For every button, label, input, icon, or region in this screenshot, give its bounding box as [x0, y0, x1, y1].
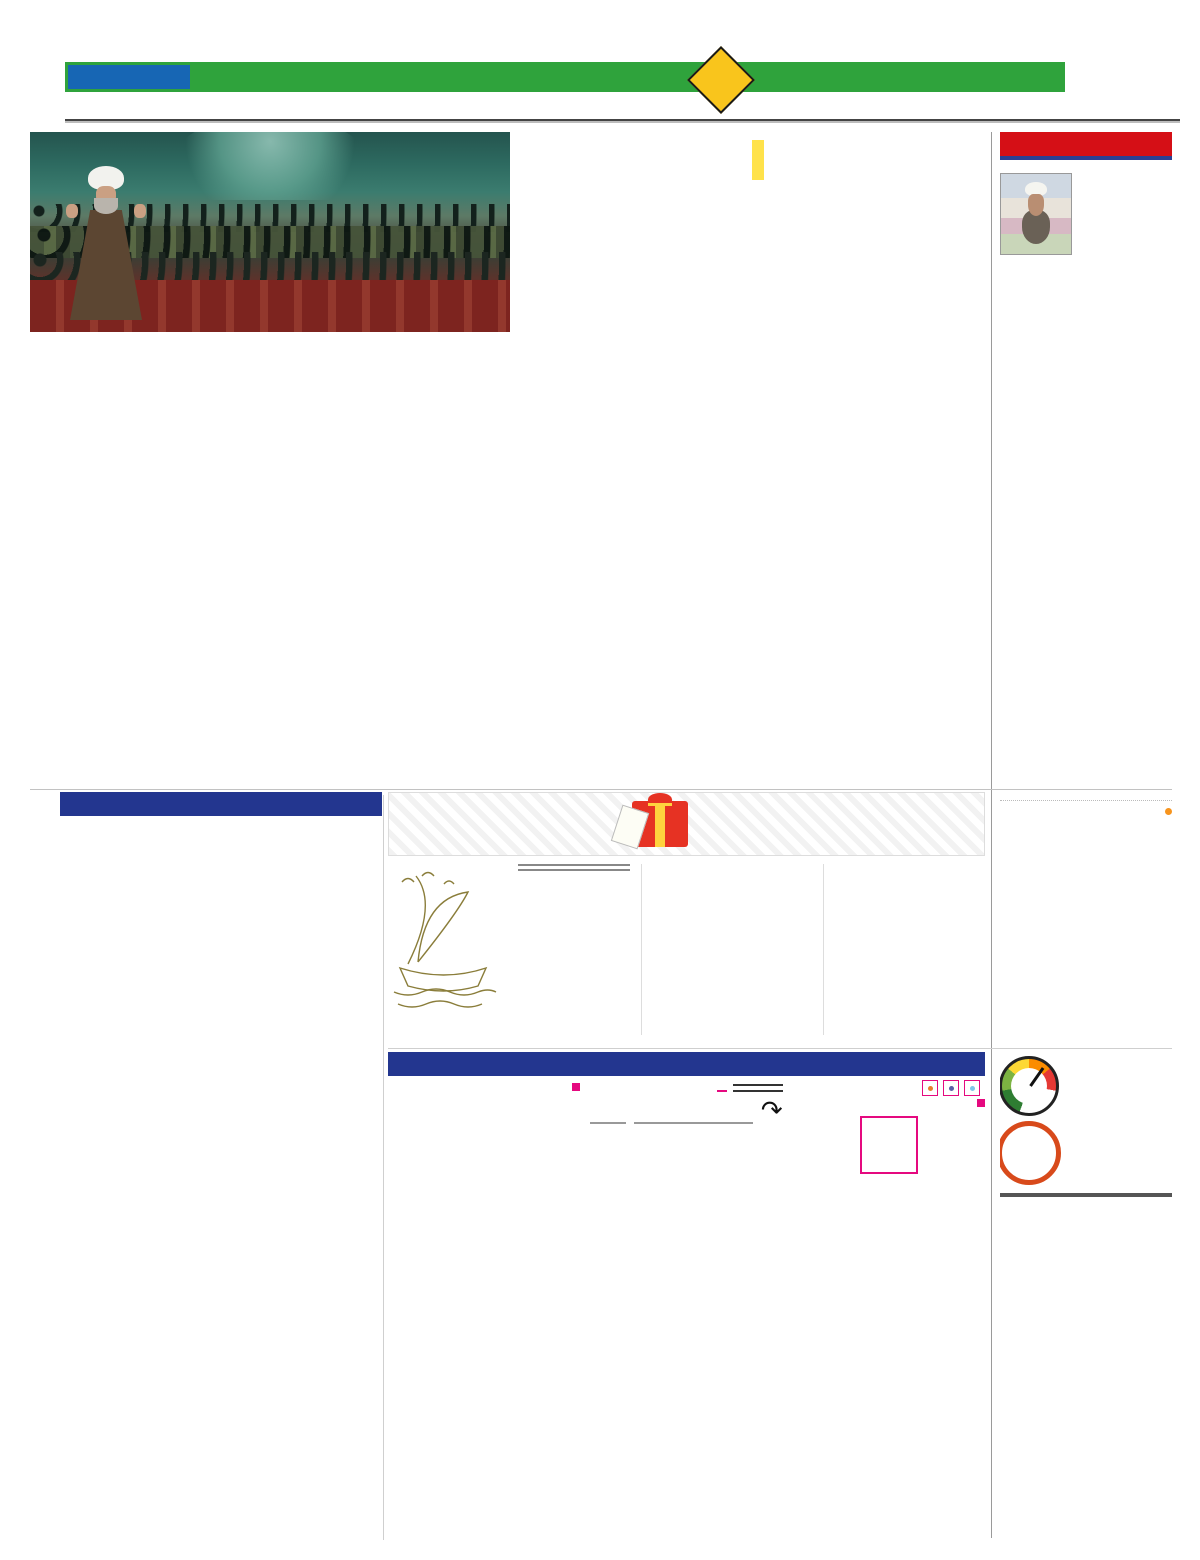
example-incorrect — [590, 1090, 782, 1092]
cleric-portrait — [1000, 173, 1072, 255]
naqshyab-section — [388, 1052, 985, 1540]
sketch-column — [388, 864, 500, 1035]
article-columns-left — [30, 338, 512, 788]
header-rule — [65, 119, 1180, 121]
horizontal-divider — [30, 789, 1172, 790]
prize-top-note — [1000, 796, 1172, 801]
fun-section-middle — [388, 792, 985, 1046]
header-green-bar — [65, 62, 1065, 92]
naqsh-examples-column — [590, 1080, 782, 1178]
answer-letter-grid — [518, 864, 630, 866]
answer-mosaic — [590, 1122, 626, 1124]
naqsh-tips-column — [388, 1080, 580, 1178]
naqshyab-title-bar — [388, 1052, 985, 1076]
article-headline — [530, 140, 985, 180]
winners-column — [641, 864, 815, 1035]
example-correct — [590, 1084, 782, 1086]
sudoku-section — [60, 792, 382, 821]
prayer-congregation-photo — [30, 132, 510, 332]
article-column-2 — [520, 218, 747, 788]
page-number-diamond — [687, 46, 755, 114]
vertical-divider — [383, 795, 384, 1540]
main-headline-block — [530, 134, 985, 180]
banner-contact — [397, 805, 659, 817]
byline — [1000, 808, 1172, 815]
article-column-4 — [30, 338, 265, 788]
rules-tag — [973, 1099, 985, 1107]
newspaper-logo — [1015, 48, 1185, 106]
previous-answers — [508, 864, 633, 1035]
puzzle-board-panel — [1000, 1056, 1172, 1540]
bullet-icon — [1165, 808, 1172, 815]
prize-article — [1000, 796, 1172, 1046]
qr-code — [860, 1116, 918, 1174]
headline-highlight — [752, 140, 764, 180]
curved-arrow-icon: ↷ — [760, 1096, 783, 1126]
pixel-king-group — [590, 1098, 782, 1124]
horizontal-divider — [388, 1048, 1172, 1049]
vertical-divider — [991, 132, 992, 1538]
fun-banner — [388, 792, 985, 856]
answer-digit-grid — [518, 869, 630, 871]
pixel-king-art — [634, 1122, 753, 1124]
dot-puzzle-board — [1000, 1193, 1172, 1197]
difficulty-gauge — [1000, 1056, 1059, 1116]
fun-columns — [388, 864, 985, 1035]
sidebar-article — [1000, 132, 1172, 788]
sidebar-section-bar — [1000, 132, 1172, 160]
sudoku-title-bar — [60, 792, 382, 816]
dot-shape-icon — [964, 1080, 980, 1096]
board-instructions — [1063, 1056, 1172, 1185]
prize-article-continuation — [823, 864, 985, 1035]
dot-shape-icon — [922, 1080, 938, 1096]
article-columns-right — [520, 218, 986, 788]
cleric-figure — [54, 164, 150, 324]
mihrab-arch — [174, 132, 366, 200]
article-column-1 — [759, 218, 986, 788]
dot-shape-icon — [943, 1080, 959, 1096]
timer-badge — [1000, 1121, 1061, 1185]
naqsh-rules-column — [793, 1080, 985, 1178]
tips-tag — [568, 1083, 580, 1091]
section-badge — [68, 65, 190, 89]
naqsh-intro — [793, 1080, 985, 1096]
article-column-3 — [277, 338, 512, 788]
board-badges — [1000, 1056, 1058, 1185]
boat-sketch — [388, 864, 500, 1029]
